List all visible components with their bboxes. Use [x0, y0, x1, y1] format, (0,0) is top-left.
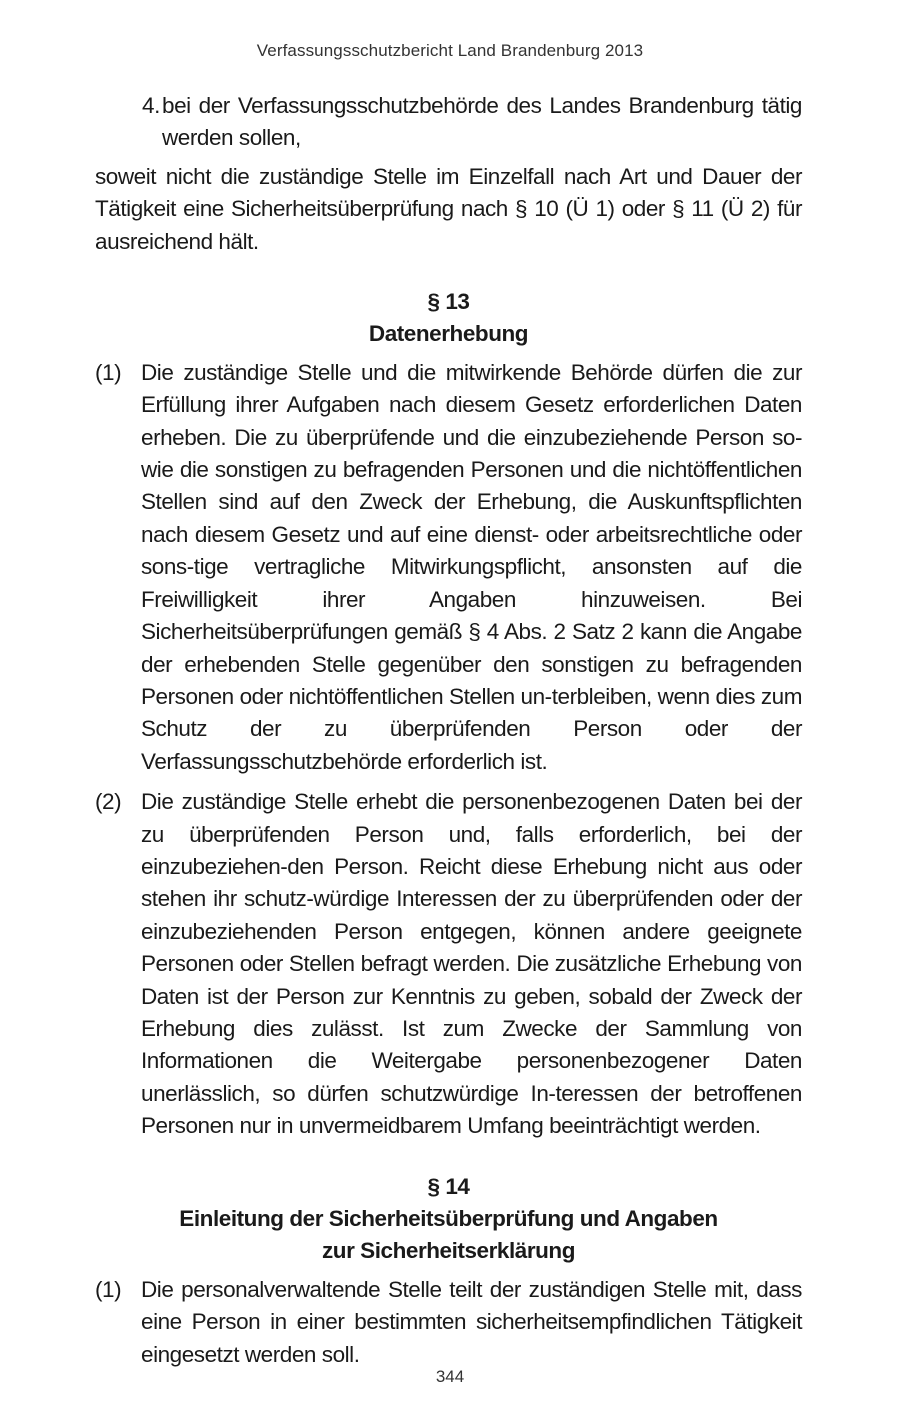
running-header: Verfassungsschutzbericht Land Brandenburg 2013: [256, 41, 644, 60]
section-14-title-line-2: zur Sicherheitserklärung: [321, 1238, 576, 1264]
paragraph-number: (1): [95, 359, 122, 385]
list-item-text: bei der Verfassungsschutzbehörde des Landes Brandenburg tätig werden sollen,: [162, 93, 802, 151]
section-13-heading: [95, 286, 802, 351]
section-13-title: Datenerhebung: [368, 321, 529, 347]
intro-paragraph: soweit nicht die zuständige Stelle im Einzelfall nach Art und Dauer der Tätigkeit eine Sicherheitsüberprüfung nach § 10 (Ü 1) oder § 11 (Ü 2) für ausreichend hält.: [95, 163, 802, 254]
list-item-number: 4.: [142, 93, 160, 118]
section-13-number: § 13: [427, 289, 470, 315]
section-14-paragraph-1: [95, 1274, 802, 1371]
list-item: [142, 90, 802, 155]
section-13-paragraph-1: [95, 357, 802, 778]
page-number: 344: [435, 1367, 465, 1386]
section-14-heading: [95, 1171, 802, 1268]
section-13-paragraph-2: [95, 786, 802, 1142]
paragraph-text: Die zuständige Stelle erhebt die personenbezogenen Daten bei der zu überprüfenden Person und, falls erforderlich, bei der einzubeziehen-den Person. Reicht diese Erhebung nicht aus oder stehen ihr schutz-würdige Interessen der zu überprüfenden oder der einzubeziehenden Person entgegen, können andere geeignete Personen oder Stellen befragt werden. Die zusätzliche Erhebung von Daten ist der Person zur Kenntnis zu geben, sobald der Zweck der Erhebung dies zulässt. Ist zum Zwecke der Sammlung von Informationen die Weitergabe personenbezogener Daten unerlässlich, so dürfen schutzwürdige In-teressen der betroffenen Personen nur in unvermeidbarem Umfang beeinträchtigt werden.: [141, 789, 802, 1139]
paragraph-number: (2): [95, 789, 122, 815]
paragraph-text: Die personalverwaltende Stelle teilt der zuständigen Stelle mit, dass eine Person in einer bestimmten sicherheitsempfindlichen Tätigkeit eingesetzt werden soll.: [141, 1276, 802, 1367]
paragraph-text: Die zuständige Stelle und die mitwirkende Behörde dürfen die zur Erfüllung ihrer Aufgaben nach diesem Gesetz erforderlichen Daten erheben. Die zu überprüfende und die einzubeziehende Person so-wie die sonstigen zu befragenden Personen und die nichtöffentlichen Stellen sind auf den Zweck der Erhebung, die Auskunftspflichten nach diesem Gesetz und auf eine dienst- oder arbeitsrechtliche oder sons-tige vertragliche Mitwirkungspflicht, ansonsten auf die Freiwilligkeit ihrer Angaben hinzuweisen. Bei Sicherheitsüberprüfungen gemäß § 4 Abs. 2 Satz 2 kann die Angabe der erhebenden Stelle gegenüber den sonstigen zu befragenden Personen oder nichtöffentlichen Stellen un-terbleiben, wenn dies zum Schutz der zu überprüfenden Person oder der Verfassungsschutzbehörde erforderlich ist.: [141, 359, 802, 774]
section-14-title-line-1: Einleitung der Sicherheitsüberprüfung und Angaben: [179, 1206, 718, 1231]
paragraph-number: (1): [95, 1276, 122, 1302]
section-14-number: § 14: [427, 1173, 470, 1199]
document-body: [95, 90, 802, 1371]
